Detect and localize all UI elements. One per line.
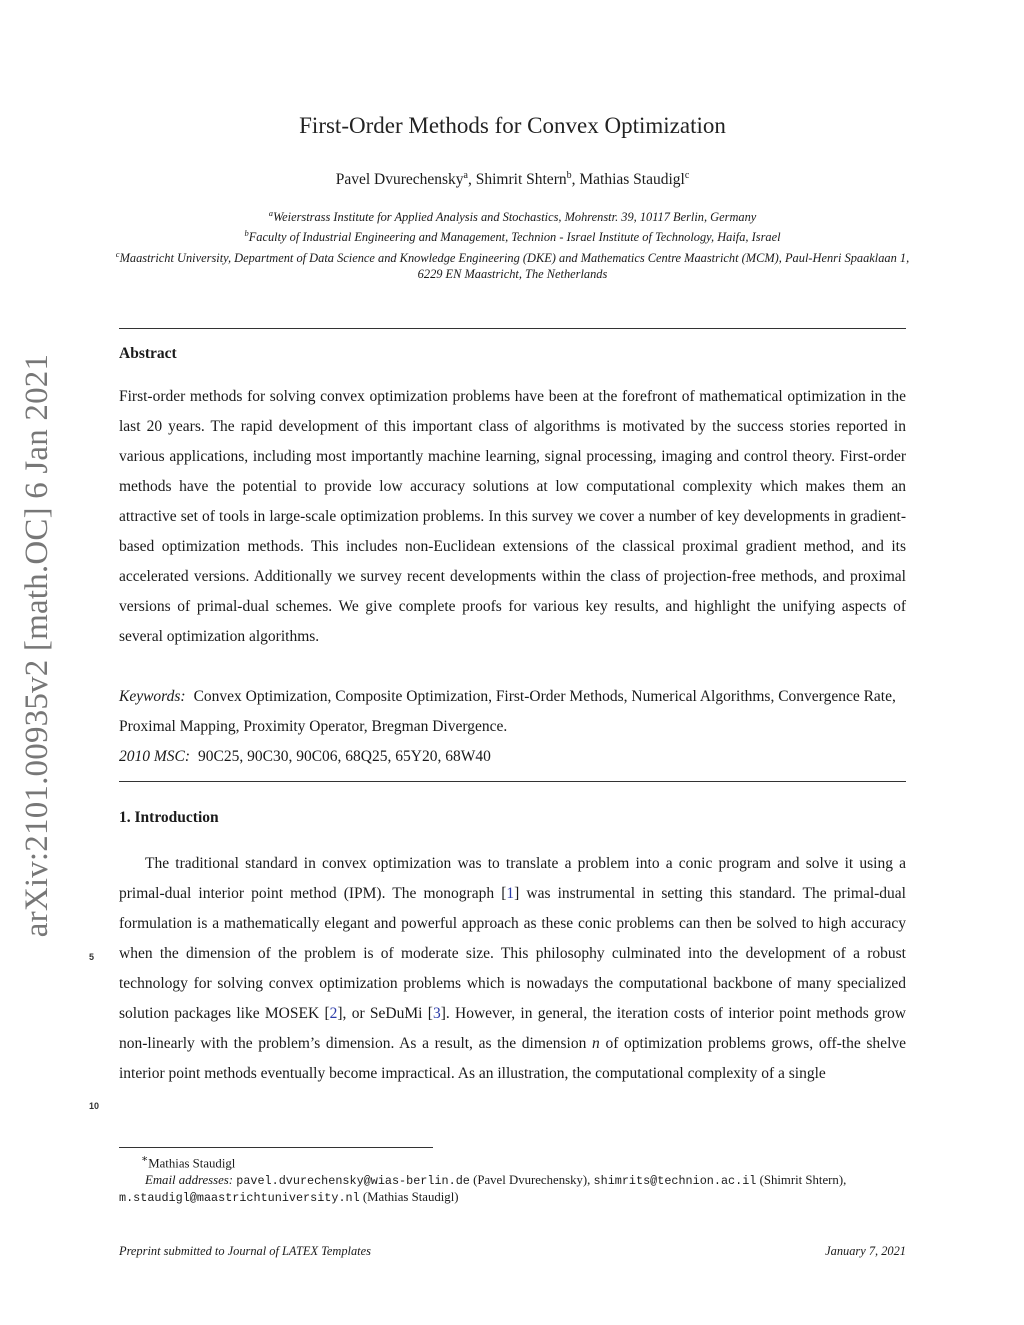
author-name: Pavel Dvurechensky [335, 171, 464, 189]
citation-link[interactable]: 3 [432, 1005, 441, 1022]
affiliation [110, 205, 915, 225]
paragraph-text: . However, in general, the iteration costs of interior point methods grow non-linearly with the problem’s dimension. As a result, as the dimension [119, 1005, 906, 1052]
line-number: 10 [89, 1101, 100, 1111]
paragraph-text: was instrumental in setting this standard. The primal-dual formulation is a mathematically elegant and powerful approach as these conic problems can then be solved to high accuracy when the dimension of the problem is of moderate size. This philosophy culminated into the development of a robust technology for solving convex optimization problems which is nowadays the computational backbone of many specialized solution packages like MOSEK [119, 885, 906, 1022]
paper-title: First-Order Methods for Convex Optimization [299, 113, 726, 138]
affiliation-text: Maastricht University, Department of Data Science and Knowledge Engineering (DKE) and Mathematics Centre Maastricht (MCM), Paul-Henri Spaaklaan 1, 6229 EN Maastricht, The Netherlands [119, 250, 910, 281]
corresponding-author-name: Mathias Staudigl [148, 1156, 236, 1171]
footnote [119, 1152, 906, 1207]
author-list: Pavel Dvurechensky$^a$, Shimrit Shtern$^b$, Mathias Staudigl$^c$ [335, 170, 690, 189]
keywords [119, 682, 906, 742]
keywords-text: Convex Optimization, Composite Optimization, First-Order Methods, Numerical Algorithms, Convergence Rate, Proximal Mapping, Proximity Operator, Bregman Divergence. [119, 688, 896, 735]
preprint-date: January 7, 2021 [825, 1244, 906, 1258]
paragraph-text: The traditional standard in convex optimization was to translate a problem into a conic program and solve it using a primal-dual interior point method (IPM). The monograph [119, 855, 906, 902]
citation-link[interactable]: 1 [506, 885, 515, 902]
affiliation-mark: c [115, 248, 120, 259]
affiliation-text: Weierstrass Institute for Applied Analysis and Stochastics, Mohrenstr. 39, 10117 Berlin, Germany [272, 210, 757, 225]
keywords-label: Keywords: [119, 688, 186, 705]
author-mark: a [463, 170, 468, 181]
author-mark: c [684, 170, 690, 181]
section-heading-introduction: 1. Introduction [119, 809, 219, 826]
email-link[interactable]: m.staudigl@maastrichtuniversity.nl [119, 1191, 360, 1206]
email-link[interactable]: shimrits@technion.ac.il [593, 1173, 757, 1188]
affiliation-text: Faculty of Industrial Engineering and Management, Technion - Israel Institute of Technology, Haifa, Israel [248, 230, 781, 245]
author-name: Mathias Staudigl [579, 171, 685, 189]
abstract-bottom-rule [119, 781, 906, 782]
author-name: Shimrit Shtern [475, 171, 567, 189]
abstract-top-rule [119, 328, 906, 329]
preprint-note: Preprint submitted to Journal of LATEX Templates [119, 1244, 371, 1258]
abstract-heading: Abstract [119, 345, 177, 362]
email-label: Email addresses: [145, 1172, 234, 1187]
abstract-body: First-order methods for solving convex optimization problems have been at the forefront of mathematical optimization in the last 20 years. The rapid development of this important class of algorithms is motivated by the success stories reported in various applications, including most importantly machine learning, signal processing, imaging and control theory. First-order methods have the potential to provide low accuracy solutions at low computational complexity which makes them an attractive set of tools in large-scale optimization problems. In this survey we cover a number of key developments in gradient-based optimization methods. This includes non-Euclidean extensions of the classical proximal gradient method, and its accelerated versions. Additionally we survey recent developments within the class of projection-free methods, and proximal versions of primal-dual schemes. We give complete proofs for various key results, and highlight the unifying aspects of several optimization algorithms. [119, 388, 906, 645]
email-owner: (Shimrit Shtern), [759, 1172, 847, 1187]
citation-link[interactable]: 2 [329, 1005, 338, 1022]
msc-text: 90C25, 90C30, 90C06, 68Q25, 65Y20, 68W40 [198, 748, 491, 765]
math-variable: n [592, 1035, 600, 1052]
arxiv-identifier: arXiv:2101.00935v2 [math.OC] 6 Jan 2021 [19, 353, 56, 937]
author-mark: b [566, 170, 572, 181]
affiliation-mark: b [244, 228, 249, 239]
arxiv-stamp [16, 345, 60, 945]
affiliation [110, 246, 915, 283]
paragraph-text: , or SeDuMi [342, 1005, 428, 1022]
line-number: 5 [89, 952, 95, 962]
msc-label: 2010 MSC: [119, 748, 191, 765]
introduction-paragraph: The traditional standard in convex optimization was to translate a problem into a conic program and solve it using a primal-dual interior point method (IPM). The monograph [1] was instrumental in setting this standard. The primal-dual formulation is a mathematically elegant and powerful approach as these conic problems can then be solved to high accuracy when the dimension of the problem is of moderate size. This philosophy culminated into the development of a robust technology for solving convex optimization problems which is nowadays the computational backbone of many specialized solution packages like MOSEK [2], or SeDuMi [3]. However, in general, the iteration costs of interior point methods grow non-linearly with the problem’s dimension. As a result, as the dimension n of optimization problems grows, off-the shelve interior point methods eventually become impractical. As an illustration, the computational complexity of a single [119, 855, 907, 1082]
affiliation [110, 225, 915, 245]
paragraph-text: of optimization problems grows, off-the shelve interior point methods eventually become impractical. As an illustration, the computational complexity of a single [119, 1035, 907, 1082]
email-link[interactable]: pavel.dvurechensky@wias-berlin.de [236, 1173, 470, 1188]
corresponding-author: ∗Mathias Staudigl [141, 1154, 236, 1171]
affiliation-mark: a [268, 208, 273, 218]
footnote-rule [119, 1147, 433, 1148]
affiliation-list [110, 205, 915, 282]
msc-codes [119, 742, 906, 772]
email-owner: (Mathias Staudigl) [362, 1190, 459, 1205]
email-owner: (Pavel Dvurechensky), [473, 1172, 591, 1187]
email-addresses [119, 1172, 906, 1207]
